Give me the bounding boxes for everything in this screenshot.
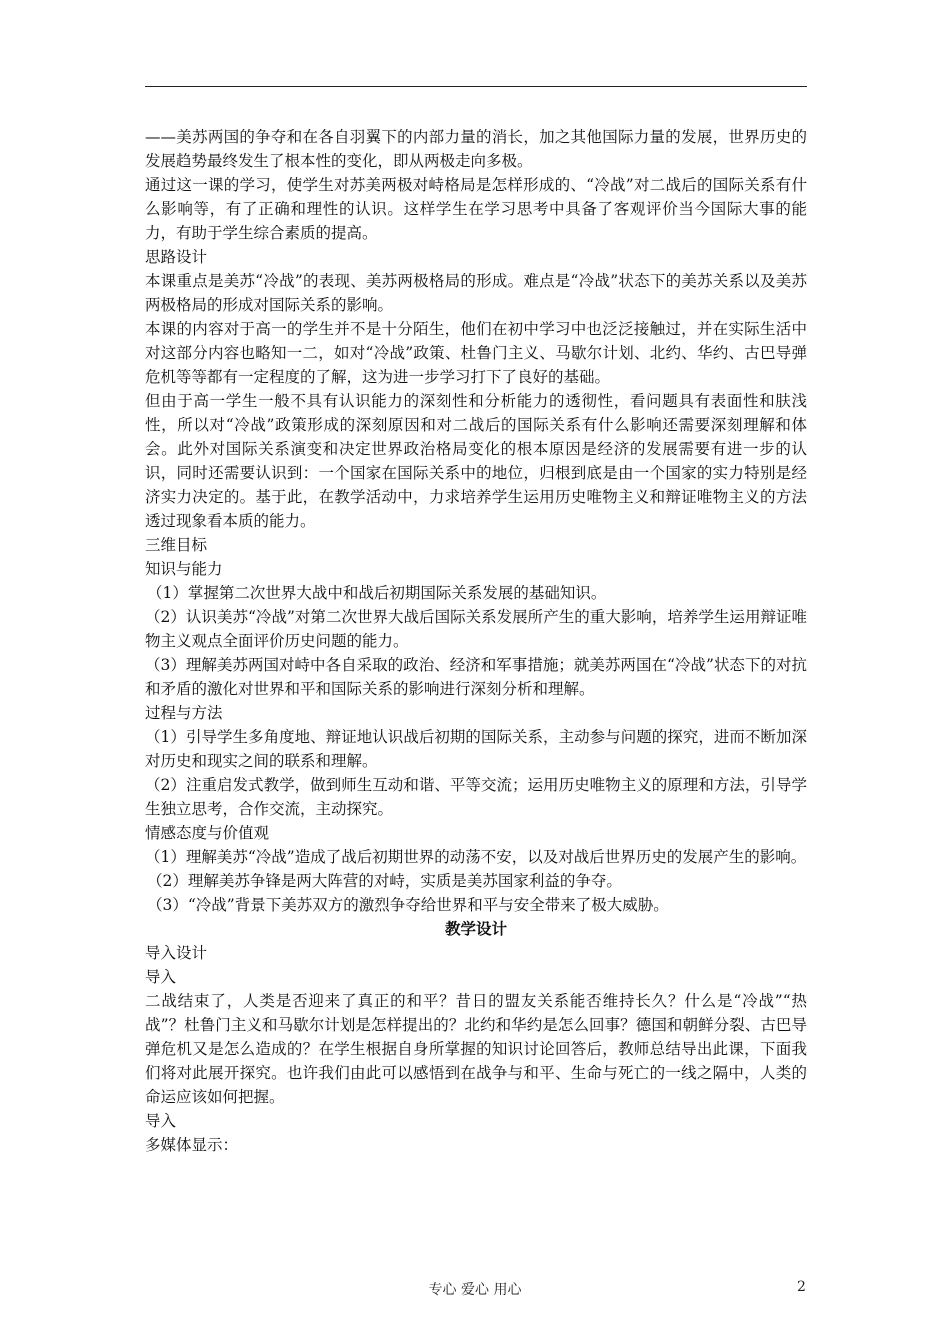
list-item: （1）理解美苏“冷战”造成了战后初期世界的动荡不安，以及对战后世界历史的发展产生的影响。 <box>145 848 807 866</box>
section-heading: 导入设计 <box>145 944 208 962</box>
document-body <box>145 125 807 1157</box>
subsection-heading: 导入 <box>145 968 177 986</box>
list-item: （2）注重启发式教学，做到师生互动和谐、平等交流；运用历史唯物主义的原理和方法，引导学生独立思考，合作交流，主动探究。 <box>145 776 807 818</box>
list-item: （3）理解美苏两国对峙中各自采取的政治、经济和军事措施；就美苏两国在“冷战”状态下的对抗和矛盾的激化对世界和平和国际关系的影响进行深刻分析和理解。 <box>145 656 807 698</box>
paragraph: 二战结束了，人类是否迎来了真正的和平？昔日的盟友关系能否维持长久？什么是“冷战”“热战”？杜鲁门主义和马歇尔计划是怎样提出的？北约和华约是怎么回事？德国和朝鲜分裂、古巴导弹危机又是怎么造成的？在学生根据自身所掌握的知识讨论回答后，教师总结导出此课，下面我们将对此展开探究。也许我们由此可以感悟到在战争与和平、生命与死亡的一线之隔中，人类的命运应该如何把握。 <box>145 992 807 1106</box>
paragraph: 但由于高一学生一般不具有认识能力的深刻性和分析能力的透彻性，看问题具有表面性和肤浅性，所以对“冷战”政策形成的深刻原因和对二战后的国际关系有什么影响还需要深刻理解和体会。此外对国际关系演变和决定世界政治格局变化的根本原因是经济的发展需要有进一步的认识，同时还需要认识到：一个国家在国际关系中的地位，归根到底是由一个国家的实力特别是经济实力决定的。基于此，在教学活动中，力求培养学生运用历史唯物主义和辩证唯物主义的方法透过现象看本质的能力。 <box>145 392 807 530</box>
list-item: （3）“冷战”背景下美苏双方的激烈争夺给世界和平与安全带来了极大威胁。 <box>147 896 669 914</box>
list-item: （2）理解美苏争锋是两大阵营的对峙，实质是美苏国家利益的争夺。 <box>147 872 622 890</box>
paragraph: ——美苏两国的争夺和在各自羽翼下的内部力量的消长，加之其他国际力量的发展，世界历史的发展趋势最终发生了根本性的变化，即从两极走向多极。 <box>145 128 807 170</box>
centered-heading: 教学设计 <box>444 919 507 938</box>
page-footer <box>0 1279 950 1299</box>
paragraph: 通过这一课的学习，使学生对苏美两极对峙格局是怎样形成的、“冷战”对二战后的国际关系有什么影响等，有了正确和理性的认识。这样学生在学习思考中具备了客观评价当今国际大事的能力，有助于学生综合素质的提高。 <box>145 176 807 242</box>
subsection-heading: 过程与方法 <box>145 704 223 722</box>
paragraph: 本课的内容对于高一的学生并不是十分陌生，他们在初中学习中也泛泛接触过，并在实际生活中对这部分内容也略知一二，如对“冷战”政策、杜鲁门主义、马歇尔计划、北约、华约、古巴导弹危机等等都有一定程度的了解，这为进一步学习打下了良好的基础。 <box>145 320 807 386</box>
subsection-heading: 情感态度与价值观 <box>145 824 270 842</box>
list-item: （1）引导学生多角度地、辩证地认识战后初期的国际关系，主动参与问题的探究，进而不断加深对历史和现实之间的联系和理解。 <box>145 728 807 770</box>
section-heading: 思路设计 <box>145 248 208 266</box>
list-item: （1）掌握第二次世界大战中和战后初期国际关系发展的基础知识。 <box>147 584 607 602</box>
section-heading: 三维目标 <box>145 536 208 554</box>
subsection-heading: 导入 <box>145 1112 177 1130</box>
page-number: 2 <box>797 1279 806 1295</box>
list-item: （2）认识美苏“冷战”对第二次世界大战后国际关系发展所产生的重大影响，培养学生运用辩证唯物主义观点全面评价历史问题的能力。 <box>145 608 807 650</box>
paragraph: 本课重点是美苏“冷战”的表现、美苏两极格局的形成。难点是“冷战”状态下的美苏关系以及美苏两极格局的形成对国际关系的影响。 <box>145 272 807 314</box>
footer-text: 专心 爱心 用心 <box>428 1282 522 1298</box>
paragraph: 多媒体显示： <box>145 1136 239 1154</box>
header-rule <box>145 86 807 87</box>
subsection-heading: 知识与能力 <box>145 560 223 578</box>
